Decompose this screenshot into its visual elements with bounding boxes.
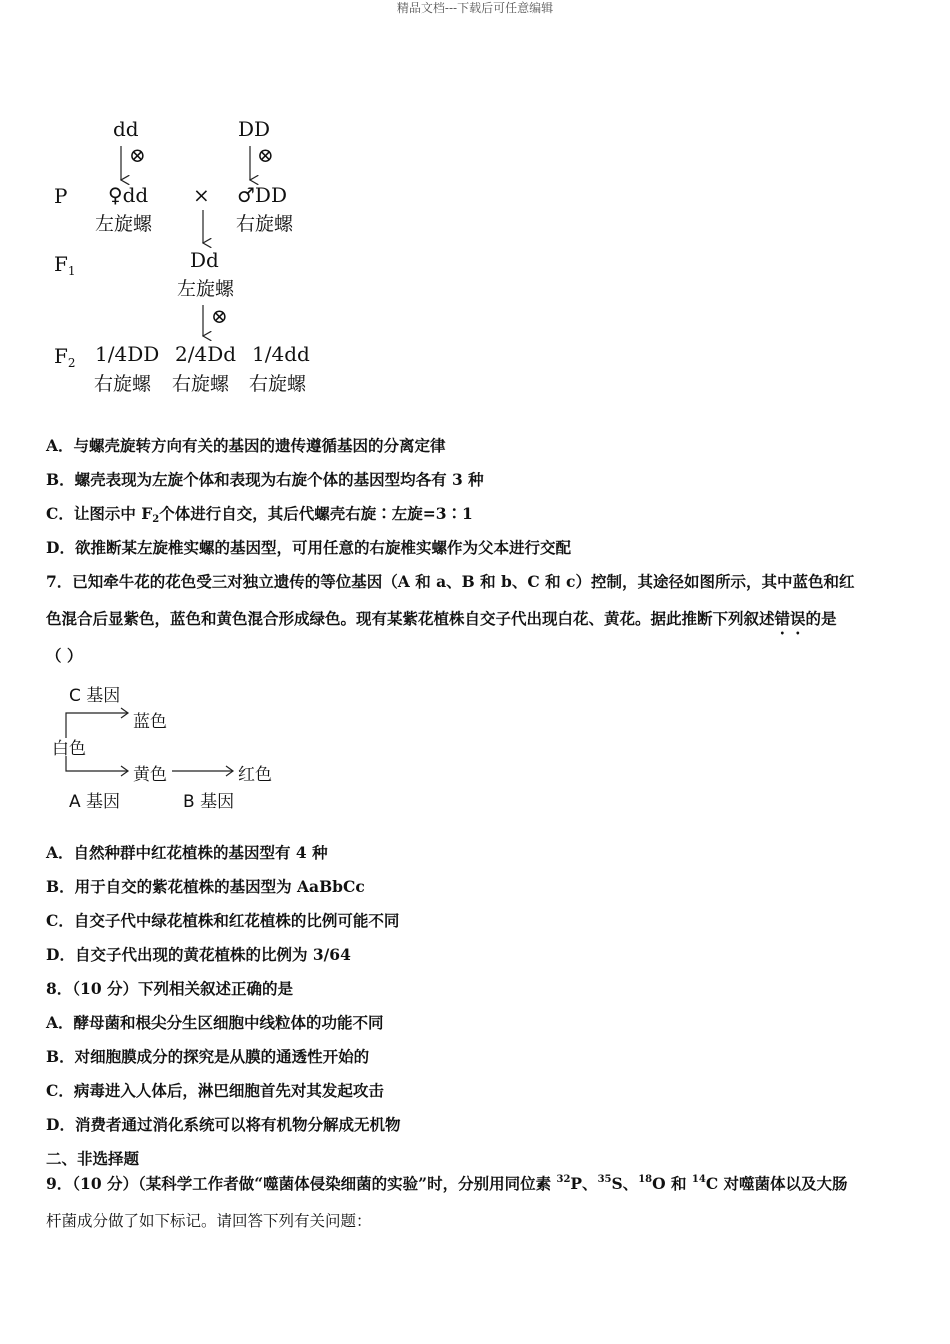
red-label: 红色 xyxy=(238,765,272,785)
f1-genotype: Dd xyxy=(190,248,219,272)
c-gene-label: C 基因 xyxy=(69,686,121,706)
blue-label: 蓝色 xyxy=(133,712,167,732)
q6-option-b: B．螺壳表现为左旋个体和表现为右旋个体的基因型均各有 3 种 xyxy=(46,470,484,489)
q9-stem-line2: 杆菌成分做了如下标记。请回答下列有关问题： xyxy=(46,1212,372,1230)
yellow-label: 黄色 xyxy=(133,765,167,785)
cross-symbol: × xyxy=(193,183,210,207)
q6-option-c: C．让图示中 $F_2$个体进行自交，其后代螺壳右旋∶左旋=3∶1 xyxy=(46,504,473,525)
f2-genotype: 1/4dd xyxy=(252,342,310,366)
f2-genotype: 1/4DD xyxy=(95,342,160,366)
q9-stem-line1: 9．（10 分）（某科学工作者做“噬菌体侵染细菌的实验”时，分别用同位素 $^{32}$P、$^{35}$S、$^{18}$O 和 $^{14}$C 对噬菌体以及大肠 xyxy=(46,1174,848,1193)
q7-stem-line1: 7．已知牵牛花的花色受三对独立遗传的等位基因（A 和 a、B 和 b、C 和 c）控制，其途径如图所示，其中蓝色和红 xyxy=(46,572,855,591)
section-title: 二、非选择题 xyxy=(46,1149,140,1168)
row-label-f2: $F_2$ xyxy=(54,344,76,370)
q7-option-c: C．自交子代中绿花植株和红花植株的比例可能不同 xyxy=(46,911,400,930)
b-gene-label: B 基因 xyxy=(183,792,235,812)
q7-option-b: B．用于自交的紫花植株的基因型为 AaBbCc xyxy=(46,877,365,896)
q7-option-d: D．自交子代出现的黄花植株的比例为 3/64 xyxy=(46,945,351,964)
row-label-p: P xyxy=(54,184,68,208)
f2-phenotype: 右旋螺 xyxy=(249,373,307,395)
self-cross-symbol: ⊗ xyxy=(129,143,146,167)
right-phenotype: 右旋螺 xyxy=(236,213,294,235)
pathway-arrows xyxy=(0,0,300,830)
q8-option-a: A．酵母菌和根尖分生区细胞中线粒体的功能不同 xyxy=(46,1013,384,1032)
q7-answer-paren: （ ） xyxy=(46,646,83,665)
f2-genotype: 2/4Dd xyxy=(175,342,237,366)
f2-phenotype: 右旋螺 xyxy=(94,373,152,395)
q6-option-d: D．欲推断某左旋椎实螺的基因型，可用任意的右旋椎实螺作为父本进行交配 xyxy=(46,538,571,557)
a-gene-label: A 基因 xyxy=(69,792,121,812)
emphasis-text: 错误 xyxy=(774,609,806,628)
q8-option-b: B．对细胞膜成分的探究是从膜的通透性开始的 xyxy=(46,1047,370,1066)
q7-option-a: A．自然种群中红花植株的基因型有 4 种 xyxy=(46,843,328,862)
parent-right-top: DD xyxy=(238,117,271,141)
q7-stem-line2: 色混合后显紫色，蓝色和黄色混合形成绿色。现有某紫花植株自交子代出现白花、黄花。据此推断下列叙述错误的是 xyxy=(46,609,837,628)
self-cross-symbol: ⊗ xyxy=(257,143,274,167)
q8-option-d: D．消费者通过消化系统可以将有机物分解成无机物 xyxy=(46,1115,401,1134)
q6-option-a: A．与螺壳旋转方向有关的基因的遗传遵循基因的分离定律 xyxy=(46,436,446,455)
q8-stem: 8．（10 分）下列相关叙述正确的是 xyxy=(46,979,294,998)
female-parent: ♀dd xyxy=(108,183,149,207)
f2-phenotype: 右旋螺 xyxy=(172,373,230,395)
page-header: 精品文档---下载后可任意编辑 xyxy=(396,1,554,15)
row-label-f1: $F_1$ xyxy=(54,252,76,278)
self-cross-symbol: ⊗ xyxy=(211,304,228,328)
white-label: 白色 xyxy=(52,739,86,759)
f1-phenotype: 左旋螺 xyxy=(177,278,235,300)
q8-option-c: C．病毒进入人体后，淋巴细胞首先对其发起攻击 xyxy=(46,1081,384,1100)
male-parent: ♂DD xyxy=(237,183,287,207)
parent-left-top: dd xyxy=(113,117,139,141)
left-phenotype: 左旋螺 xyxy=(95,213,153,235)
